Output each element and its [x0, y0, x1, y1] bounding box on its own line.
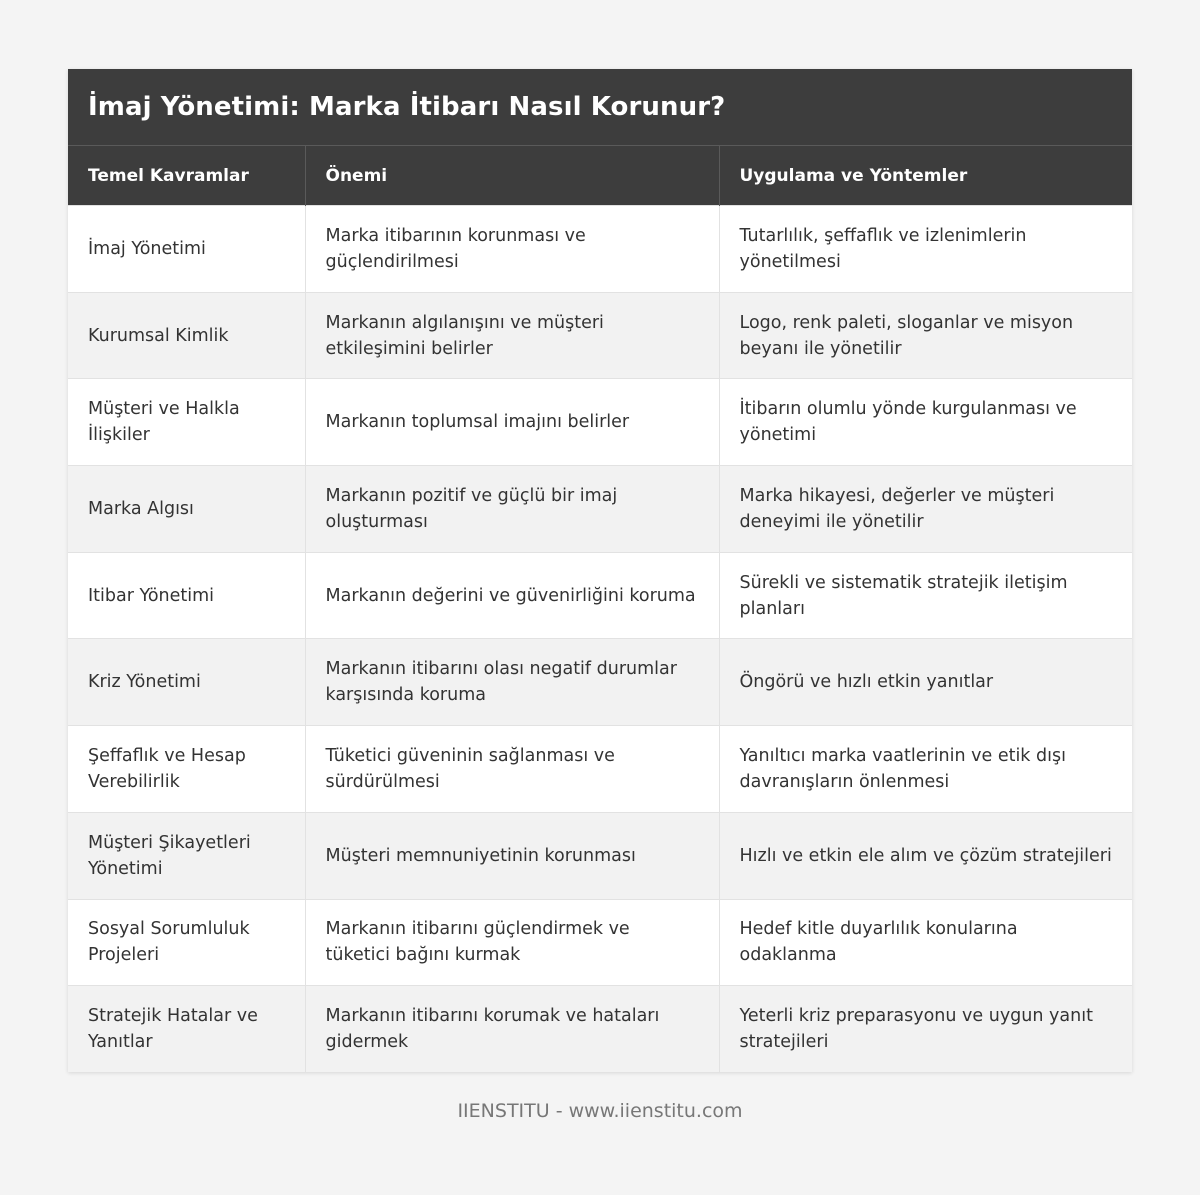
importance-cell: Markanın algılanışını ve müşteri etkileşimini belirler — [305, 292, 719, 379]
table-row — [68, 206, 1132, 293]
concept-cell: Şeffaflık ve Hesap Verebilirlik — [68, 726, 305, 813]
importance-cell: Markanın itibarını güçlendirmek ve tüketici bağını kurmak — [305, 899, 719, 986]
concept-cell: Kurumsal Kimlik — [68, 292, 305, 379]
importance-cell: Markanın itibarını olası negatif durumlar karşısında koruma — [305, 639, 719, 726]
method-cell: Hedef kitle duyarlılık konularına odaklanma — [719, 899, 1132, 986]
importance-cell: Markanın toplumsal imajını belirler — [305, 379, 719, 466]
page-title: İmaj Yönetimi: Marka İtibarı Nasıl Korunur? — [88, 92, 726, 122]
concept-cell: Müşteri Şikayetleri Yönetimi — [68, 812, 305, 899]
method-cell: Tutarlılık, şeffaflık ve izlenimlerin yönetilmesi — [719, 206, 1132, 293]
method-cell: Logo, renk paleti, sloganlar ve misyon beyanı ile yönetilir — [719, 292, 1132, 379]
method-cell: İtibarın olumlu yönde kurgulanması ve yönetimi — [719, 379, 1132, 466]
method-cell: Yeterli kriz preparasyonu ve uygun yanıt stratejileri — [719, 986, 1132, 1073]
concept-cell: Itibar Yönetimi — [68, 552, 305, 639]
concept-cell: Marka Algısı — [68, 466, 305, 553]
importance-cell: Markanın değerini ve güvenirliğini koruma — [305, 552, 719, 639]
column-header-methods: Uygulama ve Yöntemler — [719, 146, 1132, 206]
importance-cell: Markanın pozitif ve güçlü bir imaj oluşturması — [305, 466, 719, 553]
method-cell: Hızlı ve etkin ele alım ve çözüm stratejileri — [719, 812, 1132, 899]
table-row — [68, 812, 1132, 899]
method-cell: Marka hikayesi, değerler ve müşteri deneyimi ile yönetilir — [719, 466, 1132, 553]
table-row — [68, 986, 1132, 1073]
importance-cell: Markanın itibarını korumak ve hataları gidermek — [305, 986, 719, 1073]
concept-cell: Kriz Yönetimi — [68, 639, 305, 726]
concepts-table — [68, 145, 1132, 1072]
concept-cell: Stratejik Hatalar ve Yanıtlar — [68, 986, 305, 1073]
concept-cell: Sosyal Sorumluluk Projeleri — [68, 899, 305, 986]
content-card — [68, 69, 1132, 1072]
table-row — [68, 552, 1132, 639]
method-cell: Sürekli ve sistematik stratejik iletişim planları — [719, 552, 1132, 639]
table-row — [68, 639, 1132, 726]
table-row — [68, 726, 1132, 813]
concept-cell: İmaj Yönetimi — [68, 206, 305, 293]
table-row — [68, 379, 1132, 466]
column-header-concepts: Temel Kavramlar — [68, 146, 305, 206]
table-body — [68, 206, 1132, 1073]
title-bar — [68, 69, 1132, 145]
table-header — [68, 146, 1132, 206]
table-row — [68, 292, 1132, 379]
column-header-importance: Önemi — [305, 146, 719, 206]
importance-cell: Tüketici güveninin sağlanması ve sürdürülmesi — [305, 726, 719, 813]
table-row — [68, 466, 1132, 553]
table-row — [68, 899, 1132, 986]
method-cell: Öngörü ve hızlı etkin yanıtlar — [719, 639, 1132, 726]
footer-credit: IIENSTITU - www.iienstitu.com — [457, 1100, 743, 1122]
importance-cell: Müşteri memnuniyetinin korunması — [305, 812, 719, 899]
concept-cell: Müşteri ve Halkla İlişkiler — [68, 379, 305, 466]
header-row — [68, 146, 1132, 206]
method-cell: Yanıltıcı marka vaatlerinin ve etik dışı davranışların önlenmesi — [719, 726, 1132, 813]
importance-cell: Marka itibarının korunması ve güçlendirilmesi — [305, 206, 719, 293]
